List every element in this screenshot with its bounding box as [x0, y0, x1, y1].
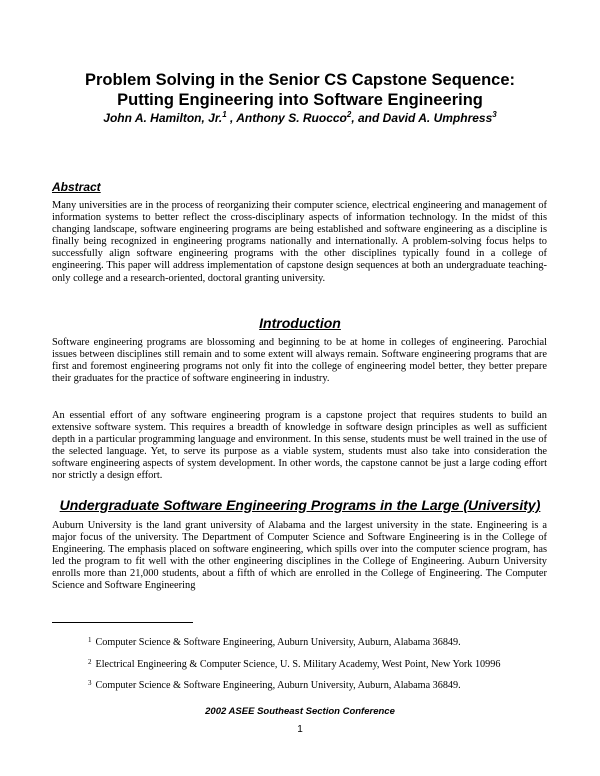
footnote-mark: 2 — [88, 658, 92, 666]
author-name: John A. Hamilton, Jr. — [103, 111, 223, 125]
paper-title-line-2: Putting Engineering into Software Engineering — [117, 91, 483, 109]
footnote-text: Electrical Engineering & Computer Science, U. S. Military Academy, West Point, New York 10996 — [95, 659, 501, 670]
conference-footer: 2002 ASEE Southeast Section Conference — [205, 706, 395, 717]
author-name: Anthony S. Ruocco — [236, 111, 347, 125]
footnote-1 — [88, 634, 558, 649]
abstract-heading: Abstract — [52, 180, 101, 194]
abstract-paragraph: Many universities are in the process of reorganizing their computer science, electrical engineering and management of information systems to better reflect the cross-disciplinary aspects of information technology. In the midst of this changing landscape, software engineering programs are being established and software engineering as a discipline is finally being recognized in engineering programs nationally and internationally. A problem-solving focus helps to successfully align software engineering programs with the other disciplines typically found in a college of engineering. This paper will address implementation of capstone design sequences at both an undergraduate teaching-only college and a research-oriented, doctoral granting university. — [52, 200, 547, 284]
footnote-divider — [52, 622, 193, 623]
footnote-text: Computer Science & Software Engineering, Auburn University, Auburn, Alabama 36849. — [95, 680, 461, 691]
paper-title-line-1: Problem Solving in the Senior CS Capstone Sequence: — [85, 71, 515, 89]
undergrad-programs-heading: Undergraduate Software Engineering Programs in the Large (University) — [59, 497, 541, 513]
footnote-3 — [88, 677, 558, 692]
author-affiliation-mark: 2 — [346, 110, 352, 119]
introduction-heading: Introduction — [259, 315, 341, 331]
author-affiliation-mark: 1 — [222, 110, 227, 119]
footnote-text: Computer Science & Software Engineering, Auburn University, Auburn, Alabama 36849. — [95, 637, 461, 648]
author-separator: , and — [351, 111, 383, 125]
footnote-mark: 3 — [88, 679, 92, 687]
author-name: David A. Umphress — [382, 111, 493, 125]
introduction-paragraph-2: An essential effort of any software engineering program is a capstone project that requires students to build an extensive software system. This requires a breadth of knowledge in software design principles as well as sufficient depth in a particular programming language and environment. In this sense, students must be well trained in the use of the selected language. Yet, to serve its purpose as a viable system, students must also take into consideration the software engineering aspects of system development. In other words, the capstone cannot be just a large coding effort nor strictly a design effort. — [52, 410, 547, 482]
author-affiliation-mark: 3 — [492, 110, 497, 119]
page-number: 1 — [297, 724, 303, 735]
author-separator: , — [226, 111, 237, 125]
introduction-paragraph-1: Software engineering programs are blossoming and beginning to be at home in colleges of engineering. Parochial issues between disciplines still remain and to some extent will always remain. Software engineering programs that are first and foremost engineering programs not only fit into the college of engineering model better, they better prepare their graduates for the practice of software engineering in industry. — [52, 337, 547, 385]
undergrad-programs-paragraph: Auburn University is the land grant university of Alabama and the largest university in the state. Engineering is a major focus of the university. The Department of Computer Science and Software Engineering is in the College of Engineering. The emphasis placed on software engineering, which spills over into the computer science program, has led the program to fit well with the other engineering disciplines in the College of Engineering. Auburn University enrolls more than 21,000 students, about a fifth of which are enrolled in the College of Engineering. The Computer Science and Software Engineering — [52, 520, 547, 592]
footnote-2 — [88, 656, 558, 671]
footnote-mark: 1 — [88, 636, 92, 644]
author-list — [0, 111, 600, 126]
